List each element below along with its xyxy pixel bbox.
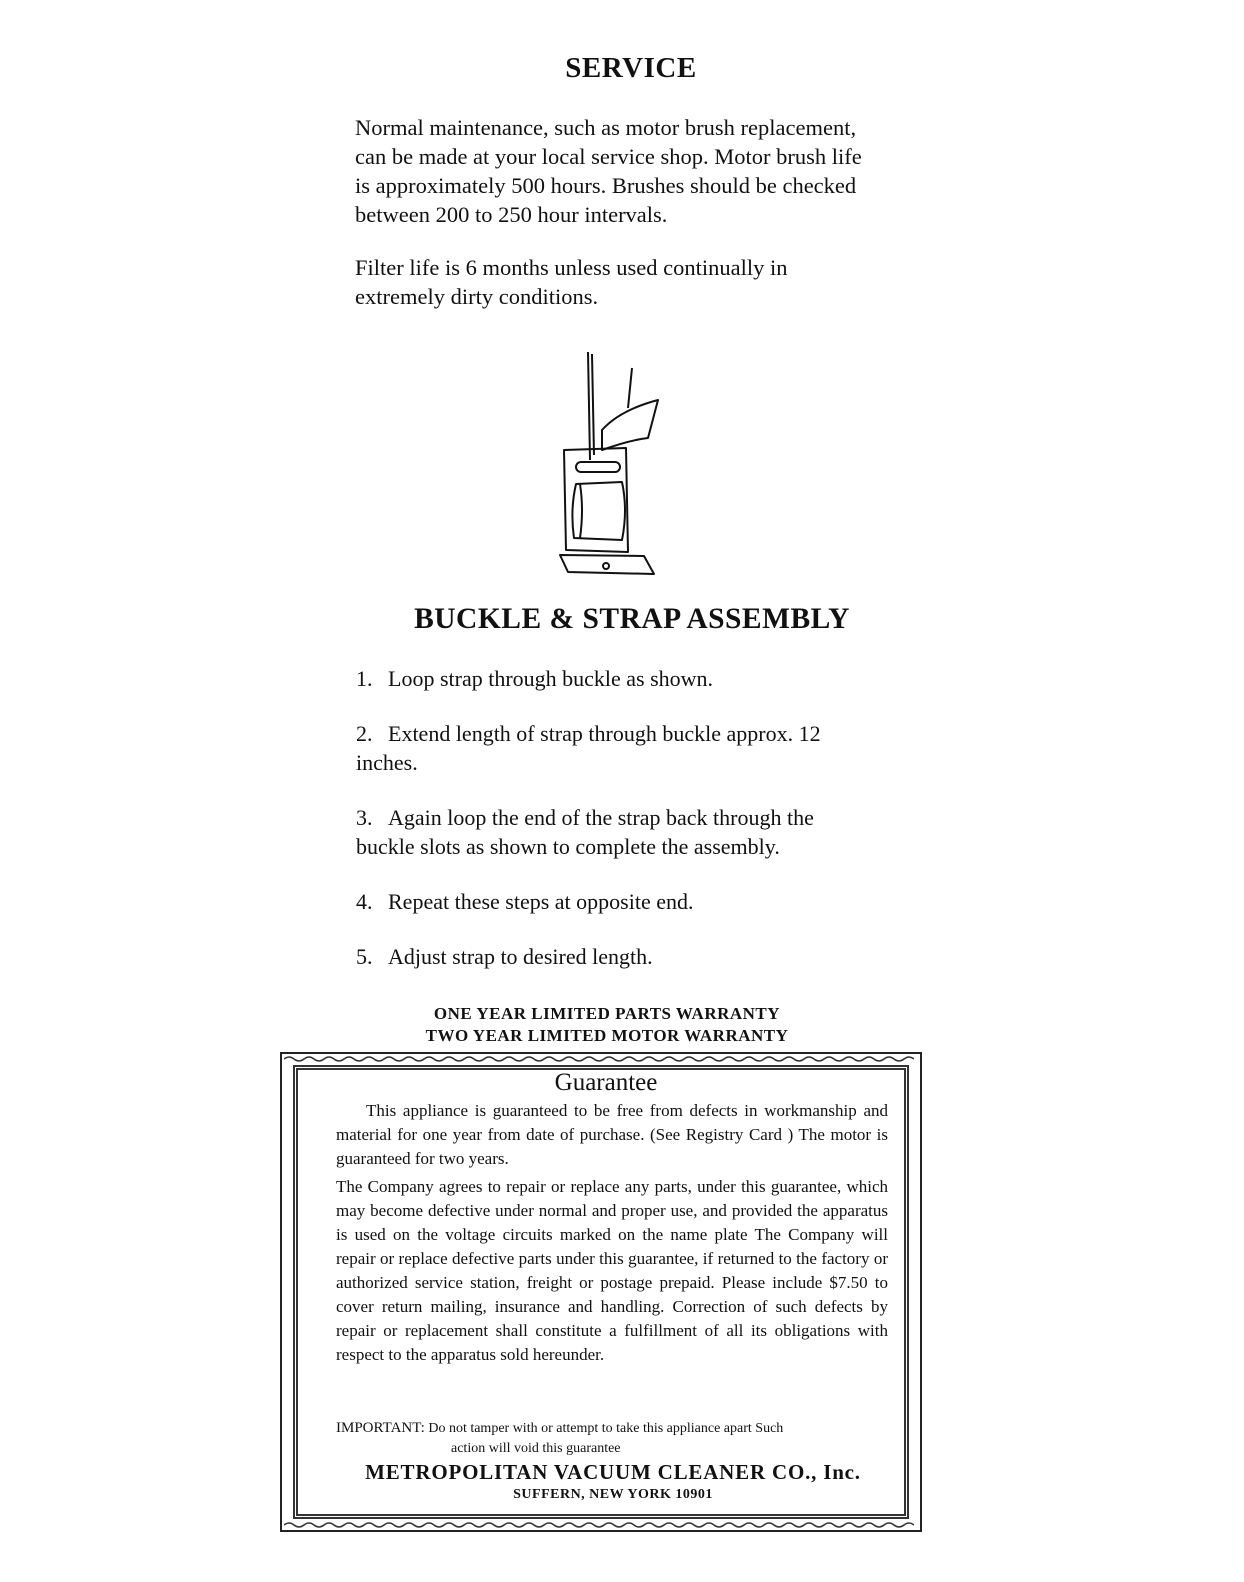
buckle-strap-heading: BUCKLE & STRAP ASSEMBLY [414,603,850,635]
important-notice [336,1418,888,1459]
parts-warranty-line: ONE YEAR LIMITED PARTS WARRANTY [433,1004,781,1023]
guarantee-heading: Guarantee [554,1069,658,1096]
motor-warranty-line: TWO YEAR LIMITED MOTOR WARRANTY [425,1026,789,1045]
list-item: 4. Repeat these steps at opposite end. [356,889,694,914]
company-name: METROPOLITAN VACUUM CLEANER CO., Inc. [365,1460,861,1484]
company-address: SUFFERN, NEW YORK 10901 [513,1487,713,1502]
guarantee-paragraph-terms: The Company agrees to repair or replace any parts, under this guarantee, which may become defective under normal and proper use, and provided the apparatus is used on the voltage circuits marked on the name plate The Company will repair or replace defective parts under this guarantee, if returned to the factory or authorized service station, freight or postage prepaid. Please include $7.50 to cover return mailing, insurance and handling. Correction of such defects by repair or replacement shall constitute a fulfillment of all its obligations with respect to the apparatus sold hereunder. [336,1177,888,1364]
important-text-continued: action will void this guarantee [451,1441,621,1456]
service-paragraph-filter: Filter life is 6 months unless used continually in extremely dirty conditions. [355,255,788,309]
list-item: 5. Adjust strap to desired length. [356,944,653,969]
guarantee-text [336,1099,888,1371]
list-item: 2. Extend length of strap through buckle approx. 12 inches. [356,721,821,775]
guarantee-paragraph-coverage: This appliance is guaranteed to be free from defects in workmanship and material for one year from date of purchase. (See Registry Card ) The motor is guaranteed for two years. [336,1101,888,1168]
list-item: 1. Loop strap through buckle as shown. [356,666,714,691]
buckle-strap-illustration [540,350,670,590]
list-item: 3. Again loop the end of the strap back through the buckle slots as shown to complete the assembly. [356,805,814,859]
service-paragraph-maintenance: Normal maintenance, such as motor brush replacement, can be made at your local service shop. Motor brush life is approximately 500 hours. Brushes should be checked between 200 to 250 hour intervals. [355,115,862,227]
service-heading: SERVICE [565,52,697,84]
service-section [355,113,875,335]
warranty-notice [0,1003,1214,1047]
ornament-border-top [284,1055,914,1063]
assembly-steps [356,664,856,997]
important-text: Do not tamper with or attempt to take this appliance apart Such [428,1421,784,1436]
important-label: IMPORTANT: [336,1420,425,1436]
ornament-border-bottom [284,1521,914,1529]
